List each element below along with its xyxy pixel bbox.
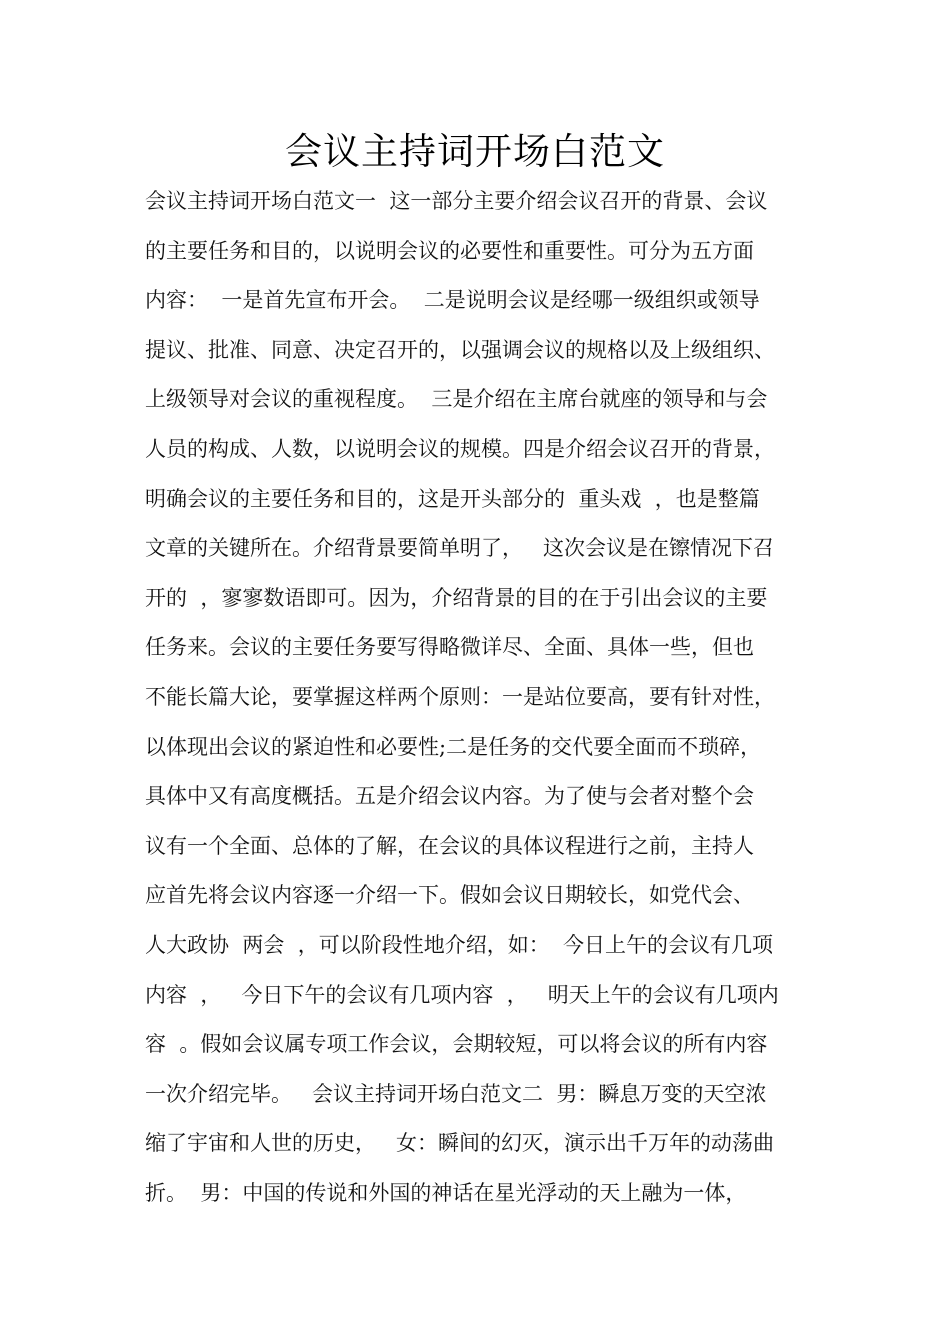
body-line: 人大政协 两会 ，可以阶段性地介绍，如： 今日上午的会议有几项 xyxy=(145,932,774,957)
body-line: 明确会议的主要任务和目的，这是开头部分的 重头戏 ，也是整篇 xyxy=(145,486,760,511)
body-line: 议有一个全面、总体的了解，在会议的具体议程进行之前，主持人 xyxy=(145,833,754,858)
body-line: 内容： 一是首先宣布开会。 二是说明会议是经哪一级组织或领导 xyxy=(145,288,760,313)
document-body xyxy=(145,181,825,1222)
body-line: 具体中又有高度概括。五是介绍会议内容。为了使与会者对整个会 xyxy=(145,784,754,809)
body-line: 内容 ， 今日下午的会议有几项内容 ， 明天上午的会议有几项内 xyxy=(145,982,779,1007)
body-line: 任务来。会议的主要任务要写得略微详尽、全面、具体一些，但也 xyxy=(145,635,754,660)
document-title: 会议主持词开场白范文 xyxy=(285,130,665,173)
body-line: 应首先将会议内容逐一介绍一下。假如会议日期较长，如党代会、 xyxy=(145,883,754,908)
body-line: 文章的关键所在。介绍背景要简单明了， 这次会议是在镲情况下召 xyxy=(145,536,775,561)
body-line: 人员的构成、人数，以说明会议的规模。四是介绍会议召开的背景， xyxy=(145,436,775,461)
body-line: 缩了宇宙和人世的历史， 女：瞬间的幻灭，演示出千万年的动荡曲 xyxy=(145,1131,775,1156)
body-line: 不能长篇大论，要掌握这样两个原则：一是站位要高，要有针对性， xyxy=(145,684,775,709)
body-line: 开的 ，寥寥数语即可。因为，介绍背景的目的在于引出会议的主要 xyxy=(145,585,768,610)
body-line: 容 。假如会议属专项工作会议，会期较短，可以将会议的所有内容 xyxy=(145,1032,768,1057)
body-line: 的主要任务和目的，以说明会议的必要性和重要性。可分为五方面 xyxy=(145,238,754,263)
body-line: 以体现出会议的紧迫性和必要性;二是任务的交代要全面而不琐碎， xyxy=(145,734,762,759)
body-line: 上级领导对会议的重视程度。 三是介绍在主席台就座的领导和与会 xyxy=(145,387,768,412)
body-line: 折。 男：中国的传说和外国的神话在星光浮动的天上融为一体， xyxy=(145,1180,747,1205)
body-line: 提议、批准、同意、决定召开的，以强调会议的规格以及上级组织、 xyxy=(145,337,775,362)
body-line: 会议主持词开场白范文一 这一部分主要介绍会议召开的背景、会议 xyxy=(145,189,768,213)
body-line: 一次介绍完毕。 会议主持词开场白范文二 男：瞬息万变的天空浓 xyxy=(145,1081,767,1106)
